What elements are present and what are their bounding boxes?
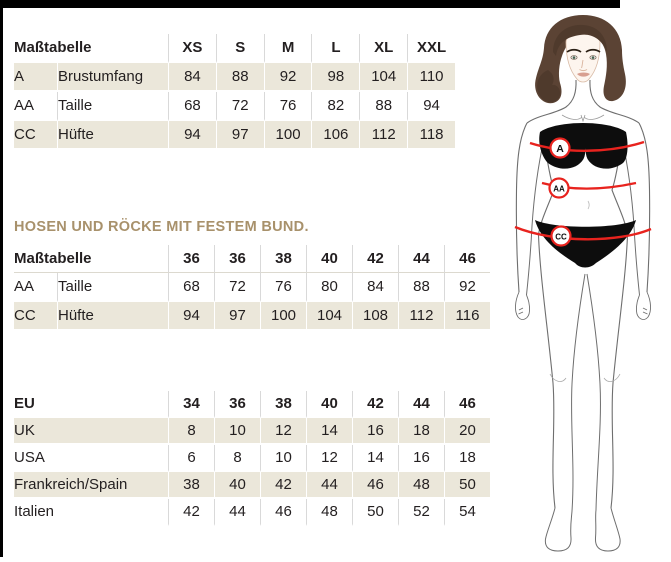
left-border-bar: [0, 0, 3, 557]
row-label: USA: [14, 445, 168, 472]
row-code: CC: [14, 121, 57, 150]
table-header-row: [14, 34, 455, 63]
table-row: [14, 273, 490, 302]
row-label: Taille: [57, 273, 168, 302]
marker-cc-label: CC: [555, 232, 567, 242]
column-header: 36: [214, 245, 260, 273]
cell-value: 104: [306, 302, 352, 331]
table-row: [14, 92, 455, 121]
right-foot: [595, 508, 620, 551]
cell-value: 10: [260, 445, 306, 472]
size-table-bottoms: [14, 245, 490, 331]
size-conversion-table: [14, 391, 490, 526]
cell-value: 10: [214, 418, 260, 445]
row-label: Hüfte: [57, 302, 168, 331]
cell-value: 42: [260, 472, 306, 499]
cell-value: 12: [260, 418, 306, 445]
cell-value: 110: [407, 63, 455, 92]
cell-value: 97: [214, 302, 260, 331]
table-header-row: [14, 245, 490, 273]
column-header: 46: [444, 391, 490, 418]
row-label: Taille: [57, 92, 168, 121]
cell-value: 50: [444, 472, 490, 499]
cell-value: 46: [260, 499, 306, 526]
section-heading: HOSEN UND RÖCKE MIT FESTEM BUND.: [14, 219, 309, 235]
cell-value: 72: [214, 273, 260, 302]
cell-value: 42: [168, 499, 214, 526]
navel: [588, 201, 589, 209]
cell-value: 52: [398, 499, 444, 526]
cell-value: 82: [311, 92, 359, 121]
cell-value: 20: [444, 418, 490, 445]
woman-silhouette-drawing: [492, 8, 670, 557]
marker-a-label: A: [556, 143, 564, 155]
table-row: [14, 445, 490, 472]
cell-value: 14: [352, 445, 398, 472]
cell-value: 44: [306, 472, 352, 499]
right-hand: [636, 292, 650, 319]
knees: [550, 374, 620, 381]
column-header: 38: [260, 391, 306, 418]
cell-value: 98: [311, 63, 359, 92]
table-row: [14, 302, 490, 331]
column-header: 44: [398, 391, 444, 418]
column-header: 40: [306, 391, 352, 418]
table-row: [14, 499, 490, 526]
column-header: 44: [398, 245, 444, 273]
column-header: XL: [359, 34, 407, 63]
column-header: 38: [260, 245, 306, 273]
left-leg-outer: [539, 235, 556, 508]
column-header: S: [216, 34, 264, 63]
cell-value: 84: [352, 273, 398, 302]
cell-value: 97: [216, 121, 264, 150]
table-row: [14, 472, 490, 499]
left-arm-outer: [516, 123, 527, 292]
right-leg-outer: [611, 235, 628, 508]
table-title: Maßtabelle: [14, 245, 168, 273]
cell-value: 12: [306, 445, 352, 472]
cell-value: 112: [359, 121, 407, 150]
cell-value: 14: [306, 418, 352, 445]
cell-value: 94: [168, 302, 214, 331]
row-code: CC: [14, 302, 57, 331]
left-leg-inner: [572, 274, 585, 511]
bikini-bottom: [535, 220, 636, 268]
cell-value: 92: [444, 273, 490, 302]
row-label: Hüfte: [57, 121, 168, 150]
collarbones: [562, 115, 604, 121]
table-row: [14, 121, 455, 150]
right-leg-inner: [587, 274, 600, 510]
cell-value: 100: [260, 302, 306, 331]
cell-value: 76: [264, 92, 312, 121]
column-header: XS: [168, 34, 216, 63]
left-pupil: [573, 56, 576, 59]
cell-value: 94: [407, 92, 455, 121]
cell-value: 108: [352, 302, 398, 331]
column-header: 36: [214, 391, 260, 418]
cell-value: 44: [214, 499, 260, 526]
size-table-tops: [14, 34, 455, 150]
cell-value: 68: [168, 92, 216, 121]
row-code: AA: [14, 92, 57, 121]
cell-value: 72: [216, 92, 264, 121]
cell-value: 88: [398, 273, 444, 302]
cell-value: 106: [311, 121, 359, 150]
cell-value: 92: [264, 63, 312, 92]
row-code: AA: [14, 273, 57, 302]
table-header-row: [14, 391, 490, 418]
cell-value: 118: [407, 121, 455, 150]
cell-value: 8: [214, 445, 260, 472]
cell-value: 50: [352, 499, 398, 526]
cell-value: 80: [306, 273, 352, 302]
cell-value: 112: [398, 302, 444, 331]
cell-value: 16: [398, 445, 444, 472]
left-hand: [515, 292, 529, 319]
top-border-bar: [0, 0, 620, 8]
column-header: 46: [444, 245, 490, 273]
column-header: 36: [168, 245, 214, 273]
left-foot: [545, 508, 572, 551]
column-header: 34: [168, 391, 214, 418]
column-header: 42: [352, 245, 398, 273]
table-row: [14, 63, 455, 92]
table-title: EU: [14, 391, 168, 418]
cell-value: 38: [168, 472, 214, 499]
marker-aa-label: AA: [553, 184, 565, 194]
cell-value: 16: [352, 418, 398, 445]
cell-value: 94: [168, 121, 216, 150]
column-header: L: [311, 34, 359, 63]
cell-value: 18: [444, 445, 490, 472]
figure-illustration: [492, 8, 670, 557]
right-pupil: [592, 56, 595, 59]
row-label: UK: [14, 418, 168, 445]
cell-value: 104: [359, 63, 407, 92]
cell-value: 46: [352, 472, 398, 499]
cell-value: 76: [260, 273, 306, 302]
row-label: Brustumfang: [57, 63, 168, 92]
cell-value: 84: [168, 63, 216, 92]
table-title: Maßtabelle: [14, 34, 168, 63]
cell-value: 18: [398, 418, 444, 445]
column-header: M: [264, 34, 312, 63]
column-header: XXL: [407, 34, 455, 63]
column-header: 40: [306, 245, 352, 273]
column-header: 42: [352, 391, 398, 418]
cell-value: 48: [306, 499, 352, 526]
row-code: A: [14, 63, 57, 92]
right-arm-outer: [639, 123, 650, 292]
cell-value: 88: [359, 92, 407, 121]
row-label: Italien: [14, 499, 168, 526]
cell-value: 40: [214, 472, 260, 499]
row-label: Frankreich/Spain: [14, 472, 168, 499]
table-row: [14, 418, 490, 445]
cell-value: 6: [168, 445, 214, 472]
cell-value: 54: [444, 499, 490, 526]
cell-value: 48: [398, 472, 444, 499]
cell-value: 116: [444, 302, 490, 331]
cell-value: 88: [216, 63, 264, 92]
cell-value: 68: [168, 273, 214, 302]
cell-value: 100: [264, 121, 312, 150]
cell-value: 8: [168, 418, 214, 445]
